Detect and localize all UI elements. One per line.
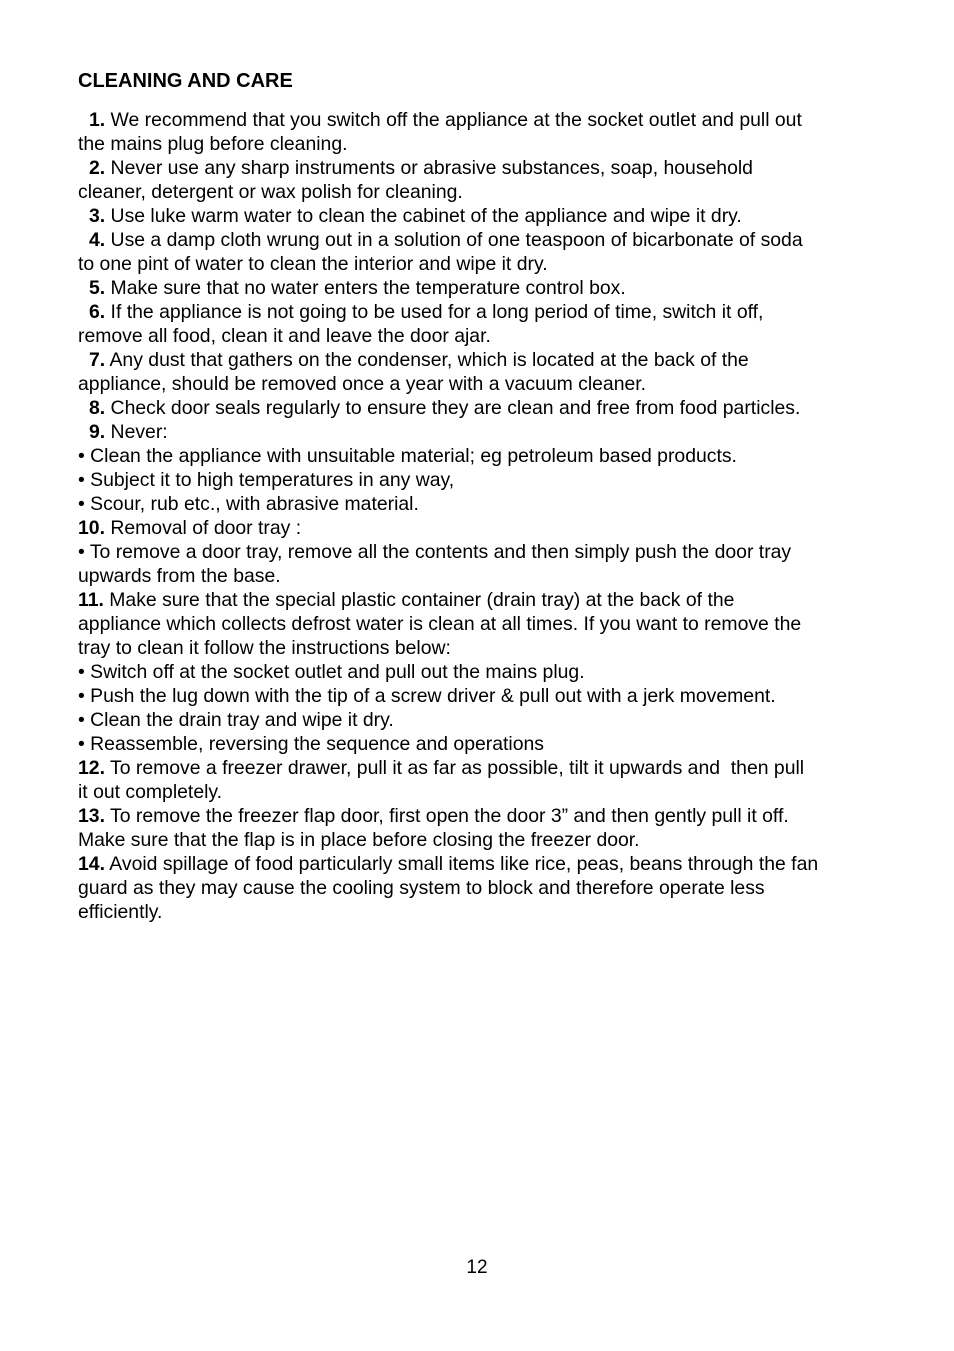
item-number: 4. bbox=[89, 229, 106, 251]
instruction-line bbox=[78, 372, 878, 396]
instruction-line bbox=[78, 516, 878, 540]
instruction-line bbox=[78, 732, 878, 756]
instruction-text: Use a damp cloth wrung out in a solution of one teaspoon of bicarbonate of soda bbox=[105, 229, 803, 251]
instruction-text: remove all food, clean it and leave the door ajar. bbox=[78, 325, 491, 347]
instruction-line bbox=[78, 348, 878, 372]
instruction-text: Check door seals regularly to ensure they are clean and free from food particles. bbox=[105, 397, 801, 419]
instruction-text: Use luke warm water to clean the cabinet of the appliance and wipe it dry. bbox=[105, 205, 742, 227]
instruction-text: Never: bbox=[105, 421, 168, 443]
instruction-line bbox=[78, 852, 878, 876]
instruction-line bbox=[78, 204, 878, 228]
instruction-text: tray to clean it follow the instructions below: bbox=[78, 637, 451, 659]
instruction-line bbox=[78, 132, 878, 156]
instruction-line bbox=[78, 780, 878, 804]
item-number: 8. bbox=[89, 397, 106, 419]
instruction-text: • Subject it to high temperatures in any way, bbox=[78, 469, 455, 491]
instruction-line bbox=[78, 876, 878, 900]
item-number: 6. bbox=[89, 301, 106, 323]
item-number: 2. bbox=[89, 157, 106, 179]
instruction-line bbox=[78, 828, 878, 852]
instruction-text: Make sure that no water enters the temperature control box. bbox=[105, 277, 626, 299]
instruction-text: Never use any sharp instruments or abrasive substances, soap, household bbox=[105, 157, 753, 179]
instruction-text: We recommend that you switch off the appliance at the socket outlet and pull out bbox=[105, 109, 802, 131]
instruction-line bbox=[78, 300, 878, 324]
instruction-text: cleaner, detergent or wax polish for cleaning. bbox=[78, 181, 463, 203]
item-number: 11. bbox=[78, 589, 104, 611]
instruction-text: Make sure that the flap is in place before closing the freezer door. bbox=[78, 829, 640, 851]
instruction-line bbox=[78, 468, 878, 492]
instruction-line bbox=[78, 252, 878, 276]
instruction-line bbox=[78, 804, 878, 828]
instruction-text: guard as they may cause the cooling system to block and therefore operate less bbox=[78, 877, 765, 899]
page-title: CLEANING AND CARE bbox=[78, 70, 293, 92]
instruction-text: appliance which collects defrost water is clean at all times. If you want to remove the bbox=[78, 613, 802, 635]
instruction-line bbox=[78, 612, 878, 636]
item-number: 9. bbox=[89, 421, 106, 443]
instruction-line bbox=[78, 444, 878, 468]
instruction-text: To remove a freezer drawer, pull it as far as possible, tilt it upwards and then pull bbox=[104, 757, 805, 779]
instruction-text: Make sure that the special plastic container (drain tray) at the back of the bbox=[103, 589, 735, 611]
instruction-line bbox=[78, 108, 878, 132]
instruction-text: Any dust that gathers on the condenser, which is located at the back of the bbox=[105, 349, 749, 371]
instruction-text: to one pint of water to clean the interior and wipe it dry. bbox=[78, 253, 548, 275]
instruction-text: • Switch off at the socket outlet and pull out the mains plug. bbox=[78, 661, 585, 683]
instruction-text: • Reassemble, reversing the sequence and operations bbox=[78, 733, 544, 755]
item-number: 12. bbox=[78, 757, 105, 779]
instruction-line bbox=[78, 180, 878, 204]
item-number: 3. bbox=[89, 205, 106, 227]
instruction-line bbox=[78, 588, 878, 612]
instruction-text: the mains plug before cleaning. bbox=[78, 133, 348, 155]
instruction-line bbox=[78, 564, 878, 588]
instruction-text: • Clean the appliance with unsuitable material; eg petroleum based products. bbox=[78, 445, 737, 467]
item-number: 13. bbox=[78, 805, 105, 827]
item-number: 7. bbox=[89, 349, 106, 371]
instruction-line bbox=[78, 660, 878, 684]
item-number: 1. bbox=[89, 109, 106, 131]
item-number: 5. bbox=[89, 277, 106, 299]
instruction-line bbox=[78, 636, 878, 660]
instruction-text: • Scour, rub etc., with abrasive material. bbox=[78, 493, 419, 515]
cleaning-instructions bbox=[78, 108, 878, 924]
instruction-line bbox=[78, 156, 878, 180]
instruction-line bbox=[78, 396, 878, 420]
item-number: 14. bbox=[78, 853, 105, 875]
instruction-line bbox=[78, 492, 878, 516]
instruction-text: Removal of door tray : bbox=[104, 517, 302, 539]
instruction-text: • Push the lug down with the tip of a screw driver & pull out with a jerk movement. bbox=[78, 685, 776, 707]
instruction-line bbox=[78, 324, 878, 348]
instruction-text: it out completely. bbox=[78, 781, 223, 803]
instruction-text: appliance, should be removed once a year with a vacuum cleaner. bbox=[78, 373, 647, 395]
instruction-line bbox=[78, 276, 878, 300]
instruction-line bbox=[78, 420, 878, 444]
instruction-line bbox=[78, 756, 878, 780]
instruction-line bbox=[78, 228, 878, 252]
instruction-text: Avoid spillage of food particularly small items like rice, peas, beans through the fan bbox=[104, 853, 819, 875]
instruction-line bbox=[78, 540, 878, 564]
instruction-line bbox=[78, 708, 878, 732]
instruction-text: efficiently. bbox=[78, 901, 163, 923]
item-number: 10. bbox=[78, 517, 105, 539]
instruction-text: upwards from the base. bbox=[78, 565, 281, 587]
instruction-text: To remove the freezer flap door, first open the door 3” and then gently pull it off. bbox=[104, 805, 789, 827]
instruction-text: • To remove a door tray, remove all the contents and then simply push the door tray bbox=[78, 541, 792, 563]
instruction-text: • Clean the drain tray and wipe it dry. bbox=[78, 709, 394, 731]
instruction-line bbox=[78, 684, 878, 708]
instruction-text: If the appliance is not going to be used for a long period of time, switch it off, bbox=[105, 301, 764, 323]
page-number: 12 bbox=[466, 1257, 488, 1278]
instruction-line bbox=[78, 900, 878, 924]
